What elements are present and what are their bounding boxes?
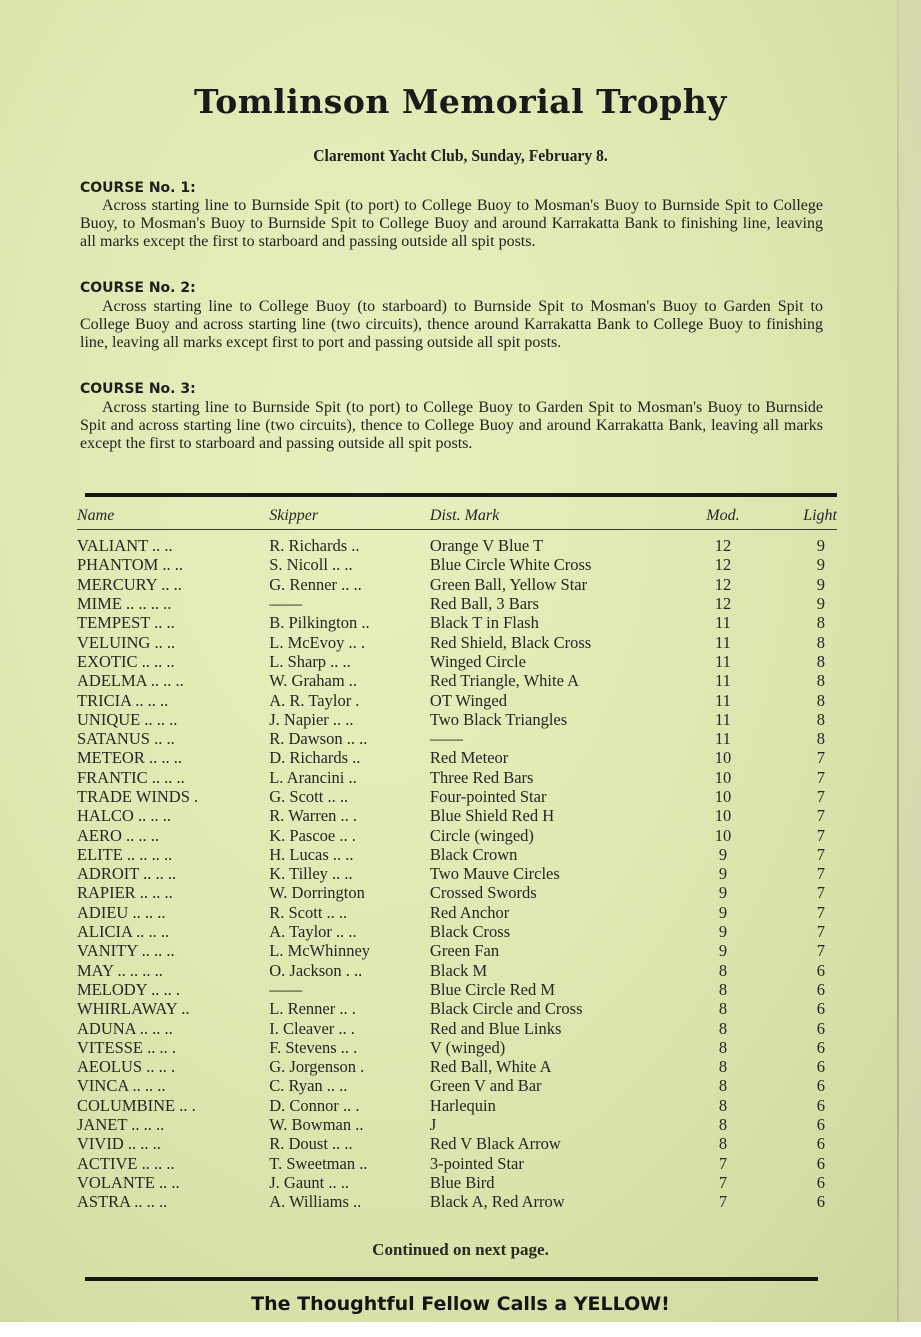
dist-mark: Blue Circle Red M — [429, 979, 556, 999]
light-value: 7 — [816, 902, 825, 922]
mod-value: 9 — [718, 922, 728, 942]
skipper: R. Dawson .. .. — [269, 729, 368, 749]
header-underline — [77, 529, 837, 530]
skipper: L. Sharp .. .. — [269, 651, 351, 671]
mod-value: 11 — [714, 613, 731, 633]
table-row — [77, 652, 837, 671]
dist-mark: Black M — [429, 960, 488, 980]
boat-name: FRANTIC .. .. .. — [77, 767, 185, 787]
mod-value: 10 — [714, 787, 732, 806]
table-row — [77, 864, 837, 883]
mod-value: 11 — [714, 709, 731, 729]
skipper: —— — [269, 594, 303, 614]
dist-mark: J — [429, 1115, 437, 1135]
mod-value: 7 — [718, 1172, 728, 1192]
skipper: F. Stevens .. . — [269, 1037, 358, 1057]
mod-value: 8 — [718, 960, 728, 980]
table-row — [77, 671, 837, 690]
dist-mark: Red Triangle, White A — [429, 671, 580, 691]
light-value: 7 — [816, 922, 825, 942]
boat-name: ADIEU .. .. .. — [77, 902, 166, 922]
table-header-row — [77, 504, 837, 536]
light-value: 6 — [816, 960, 825, 980]
boat-name: VOLANTE .. .. — [77, 1172, 180, 1192]
boat-name: UNIQUE .. .. .. — [77, 709, 178, 729]
table-row — [77, 613, 837, 632]
dist-mark: —— — [429, 729, 463, 749]
boat-name: VALIANT .. .. — [77, 536, 173, 556]
header-light: Light — [803, 507, 837, 524]
mod-value: 8 — [718, 1076, 728, 1096]
course-1-heading: COURSE No. 1: — [80, 180, 196, 196]
table-row — [77, 883, 837, 902]
boat-name: ALICIA .. .. .. — [77, 922, 170, 942]
light-value: 7 — [816, 825, 825, 845]
page-fold-line — [897, 0, 899, 1322]
table-row — [77, 555, 837, 574]
skipper: W. Bowman .. — [269, 1115, 364, 1135]
dist-mark: Blue Circle White Cross — [429, 555, 592, 575]
boat-name: TRADE WINDS . — [77, 787, 199, 806]
light-value: 9 — [816, 555, 825, 575]
table-row — [77, 632, 837, 651]
table-row — [77, 1096, 837, 1115]
header-mod: Mod. — [706, 507, 740, 524]
course-3-heading: COURSE No. 3: — [80, 381, 196, 397]
skipper: D. Richards .. — [269, 748, 361, 768]
skipper: G. Jorgenson . — [269, 1057, 365, 1077]
table-row — [77, 845, 837, 864]
light-value: 6 — [816, 1192, 825, 1212]
dist-mark: Green Ball, Yellow Star — [429, 574, 588, 594]
footer-rule — [85, 1277, 818, 1281]
light-value: 8 — [816, 709, 825, 729]
mod-value: 12 — [714, 594, 732, 614]
table-row — [77, 999, 837, 1018]
dist-mark: Blue Bird — [429, 1172, 495, 1192]
skipper: J. Napier .. .. — [269, 709, 354, 729]
course-2-heading: COURSE No. 2: — [80, 280, 196, 296]
light-value: 7 — [816, 941, 825, 961]
skipper: W. Dorrington — [269, 883, 365, 903]
skipper: J. Gaunt .. .. — [269, 1172, 349, 1192]
mod-value: 12 — [714, 574, 732, 594]
mod-value: 8 — [718, 979, 728, 999]
dist-mark: Winged Circle — [429, 651, 526, 671]
light-value: 6 — [816, 1134, 825, 1154]
boat-name: ELITE .. .. .. .. — [77, 844, 173, 864]
dist-mark: Red V Black Arrow — [429, 1134, 561, 1154]
table-row — [77, 825, 837, 844]
skipper: T. Sweetman .. — [269, 1153, 368, 1173]
table-row — [77, 1192, 837, 1211]
table-row — [77, 748, 837, 767]
table-row — [77, 806, 837, 825]
skipper: R. Doust .. .. — [269, 1134, 353, 1154]
light-value: 8 — [816, 729, 825, 749]
skipper: A. Williams .. — [269, 1192, 362, 1212]
skipper: L. McWhinney — [269, 941, 371, 961]
dist-mark: Harlequin — [429, 1095, 496, 1115]
mod-value: 10 — [714, 767, 732, 787]
mod-value: 10 — [714, 806, 732, 826]
table-row — [77, 941, 837, 960]
skipper: R. Warren .. . — [269, 806, 357, 826]
boat-name: MIME .. .. .. .. — [77, 594, 172, 614]
skipper: I. Cleaver .. . — [269, 1018, 355, 1038]
skipper: S. Nicoll .. .. — [269, 555, 353, 575]
document-subtitle: Claremont Yacht Club, Sunday, February 8. — [313, 146, 608, 165]
dist-mark: Red Ball, 3 Bars — [429, 594, 539, 614]
boat-name: METEOR .. .. .. — [77, 748, 182, 768]
dist-mark: Red and Blue Links — [429, 1018, 562, 1038]
mod-value: 9 — [718, 864, 728, 884]
table-body — [77, 536, 837, 1211]
boat-name: SATANUS .. .. — [77, 729, 175, 749]
boat-name: AERO .. .. .. — [77, 825, 160, 845]
light-value: 7 — [816, 844, 825, 864]
dist-mark: Green V and Bar — [429, 1076, 542, 1096]
mod-value: 12 — [714, 536, 732, 556]
light-value: 7 — [816, 787, 825, 806]
course-3-text: Across starting line to Burnside Spit (to port) to College Buoy to Garden Spit to Mosman's Buoy to Burnside Spit and across starting line (two circuits), thence to College Buoy and around Karrakatta Bank, leaving all marks except the first to starboard and passing outside all spit posts. — [80, 399, 823, 452]
boat-name: TRICIA .. .. .. — [77, 690, 169, 710]
page-edge — [899, 0, 921, 1322]
mod-value: 7 — [718, 1153, 728, 1173]
light-value: 6 — [816, 1057, 825, 1077]
dist-mark: 3-pointed Star — [429, 1153, 524, 1173]
light-value: 9 — [816, 574, 825, 594]
mod-value: 10 — [714, 748, 732, 768]
mod-value: 11 — [714, 729, 731, 749]
dist-mark: Red Shield, Black Cross — [429, 632, 592, 652]
table-row — [77, 787, 837, 806]
boat-name: VELUING .. .. — [77, 632, 176, 652]
table-row — [77, 1154, 837, 1173]
mod-value: 11 — [714, 651, 731, 671]
boat-name: ADROIT .. .. .. — [77, 864, 177, 884]
dist-mark: Black A, Red Arrow — [429, 1192, 565, 1212]
skipper: L. McEvoy .. . — [269, 632, 366, 652]
mod-value: 9 — [718, 883, 728, 903]
skipper: R. Scott .. .. — [269, 902, 348, 922]
table-row — [77, 1038, 837, 1057]
dist-mark: Crossed Swords — [429, 883, 537, 903]
table-row — [77, 768, 837, 787]
table-row — [77, 961, 837, 980]
table-top-rule — [85, 493, 837, 497]
dist-mark: Orange V Blue T — [429, 536, 544, 556]
light-value: 6 — [816, 1076, 825, 1096]
skipper: O. Jackson . .. — [269, 960, 363, 980]
light-value: 8 — [816, 613, 825, 633]
light-value: 8 — [816, 651, 825, 671]
dist-mark: Black T in Flash — [429, 613, 539, 633]
boat-name: PHANTOM .. .. — [77, 555, 184, 575]
mod-value: 8 — [718, 1057, 728, 1077]
light-value: 8 — [816, 632, 825, 652]
header-skipper: Skipper — [269, 507, 319, 524]
light-value: 9 — [816, 594, 825, 614]
dist-mark: Two Mauve Circles — [429, 864, 560, 884]
table-row — [77, 536, 837, 555]
boat-name: VINCA .. .. .. — [77, 1076, 166, 1096]
light-value: 6 — [816, 1018, 825, 1038]
dist-mark: Red Anchor — [429, 902, 510, 922]
boat-name: ADELMA .. .. .. — [77, 671, 184, 691]
mod-value: 12 — [714, 555, 732, 575]
boat-name: VITESSE .. .. . — [77, 1037, 176, 1057]
table-row — [77, 1076, 837, 1095]
mod-value: 9 — [718, 941, 728, 961]
skipper: L. Renner .. . — [269, 999, 356, 1019]
skipper: D. Connor .. . — [269, 1095, 360, 1115]
dist-mark: Two Black Triangles — [429, 709, 568, 729]
dist-mark: Blue Shield Red H — [429, 806, 555, 826]
skipper: A. Taylor .. .. — [269, 922, 357, 942]
table-row — [77, 903, 837, 922]
light-value: 9 — [816, 536, 825, 556]
boat-name: MERCURY .. .. — [77, 574, 182, 594]
dist-mark: Black Cross — [429, 922, 511, 942]
boat-name: VANITY .. .. .. — [77, 941, 175, 961]
skipper: B. Pilkington .. — [269, 613, 370, 633]
boat-name: COLUMBINE .. . — [77, 1095, 196, 1115]
table-row — [77, 690, 837, 709]
boat-name: MAY .. .. .. .. — [77, 960, 163, 980]
header-dist-mark: Dist. Mark — [429, 507, 500, 524]
skipper: —— — [269, 979, 303, 999]
course-1-text: Across starting line to Burnside Spit (to port) to College Buoy to Mosman's Buoy to Burnside Spit to College Buoy, to Mosman's Buoy to Burnside Spit to College Buoy and around Karrakatta Bank to finishing line, leaving all marks except the first to starboard and passing outside all spit posts. — [80, 197, 823, 250]
boat-name: WHIRLAWAY .. — [77, 999, 190, 1019]
dist-mark: Green Fan — [429, 941, 500, 961]
table-row — [77, 710, 837, 729]
skipper: G. Renner .. .. — [269, 574, 362, 594]
table-row — [77, 1115, 837, 1134]
continued-note: Continued on next page. — [372, 1240, 549, 1259]
light-value: 7 — [816, 767, 825, 787]
entries-table — [77, 504, 837, 1211]
mod-value: 8 — [718, 1018, 728, 1038]
dist-mark: Four-pointed Star — [429, 787, 547, 806]
table-row — [77, 575, 837, 594]
dist-mark: Black Circle and Cross — [429, 999, 583, 1019]
light-value: 8 — [816, 671, 825, 691]
boat-name: AEOLUS .. .. . — [77, 1057, 176, 1077]
skipper: L. Arancini .. — [269, 767, 357, 787]
table-row — [77, 594, 837, 613]
mod-value: 11 — [714, 671, 731, 691]
light-value: 7 — [816, 864, 825, 884]
light-value: 6 — [816, 1153, 825, 1173]
mod-value: 8 — [718, 1095, 728, 1115]
footer-slogan: The Thoughtful Fellow Calls a YELLOW! — [251, 1293, 670, 1315]
document-title: Tomlinson Memorial Trophy — [194, 82, 727, 121]
skipper: R. Richards .. — [269, 536, 360, 556]
table-row — [77, 1018, 837, 1037]
dist-mark: Black Crown — [429, 844, 518, 864]
dist-mark: Red Meteor — [429, 748, 509, 768]
table-row — [77, 980, 837, 999]
light-value: 8 — [816, 690, 825, 710]
light-value: 7 — [816, 883, 825, 903]
mod-value: 9 — [718, 902, 728, 922]
table-row — [77, 1057, 837, 1076]
light-value: 6 — [816, 979, 825, 999]
boat-name: EXOTIC .. .. .. — [77, 651, 175, 671]
table-row — [77, 1173, 837, 1192]
light-value: 7 — [816, 748, 825, 768]
skipper: K. Pascoe .. . — [269, 825, 356, 845]
skipper: W. Graham .. — [269, 671, 358, 691]
light-value: 6 — [816, 1095, 825, 1115]
light-value: 6 — [816, 1115, 825, 1135]
boat-name: ASTRA .. .. .. — [77, 1192, 168, 1212]
boat-name: ACTIVE .. .. .. — [77, 1153, 175, 1173]
skipper: K. Tilley .. .. — [269, 864, 353, 884]
boat-name: ADUNA .. .. .. — [77, 1018, 173, 1038]
light-value: 6 — [816, 999, 825, 1019]
header-name: Name — [77, 507, 115, 524]
light-value: 6 — [816, 1037, 825, 1057]
skipper: C. Ryan .. .. — [269, 1076, 348, 1096]
boat-name: MELODY .. .. . — [77, 979, 180, 999]
dist-mark: V (winged) — [429, 1037, 506, 1057]
table-row — [77, 922, 837, 941]
mod-value: 7 — [718, 1192, 728, 1212]
boat-name: TEMPEST .. .. — [77, 613, 175, 633]
boat-name: RAPIER .. .. .. — [77, 883, 173, 903]
mod-value: 9 — [718, 844, 728, 864]
skipper: H. Lucas .. .. — [269, 844, 354, 864]
mod-value: 8 — [718, 1115, 728, 1135]
skipper: G. Scott .. .. — [269, 787, 349, 806]
dist-mark: Three Red Bars — [429, 767, 534, 787]
course-2-text: Across starting line to College Buoy (to starboard) to Burnside Spit to Mosman's Buoy to Garden Spit to College Buoy and across starting line (two circuits), thence around Karrakatta Bank to College Buoy to finishing line, leaving all marks except first to port and passing outside all spit posts. — [80, 298, 823, 351]
boat-name: JANET .. .. .. — [77, 1115, 165, 1135]
boat-name: HALCO .. .. .. — [77, 806, 171, 826]
mod-value: 10 — [714, 825, 732, 845]
mod-value: 8 — [718, 1037, 728, 1057]
table-row — [77, 729, 837, 748]
mod-value: 11 — [714, 632, 731, 652]
boat-name: VIVID .. .. .. — [77, 1134, 161, 1154]
light-value: 7 — [816, 806, 825, 826]
dist-mark: Red Ball, White A — [429, 1057, 552, 1077]
mod-value: 8 — [718, 999, 728, 1019]
mod-value: 11 — [714, 690, 731, 710]
skipper: A. R. Taylor . — [269, 690, 360, 710]
table-row — [77, 1134, 837, 1153]
dist-mark: Circle (winged) — [429, 825, 534, 845]
mod-value: 8 — [718, 1134, 728, 1154]
dist-mark: OT Winged — [429, 690, 508, 710]
light-value: 6 — [816, 1172, 825, 1192]
